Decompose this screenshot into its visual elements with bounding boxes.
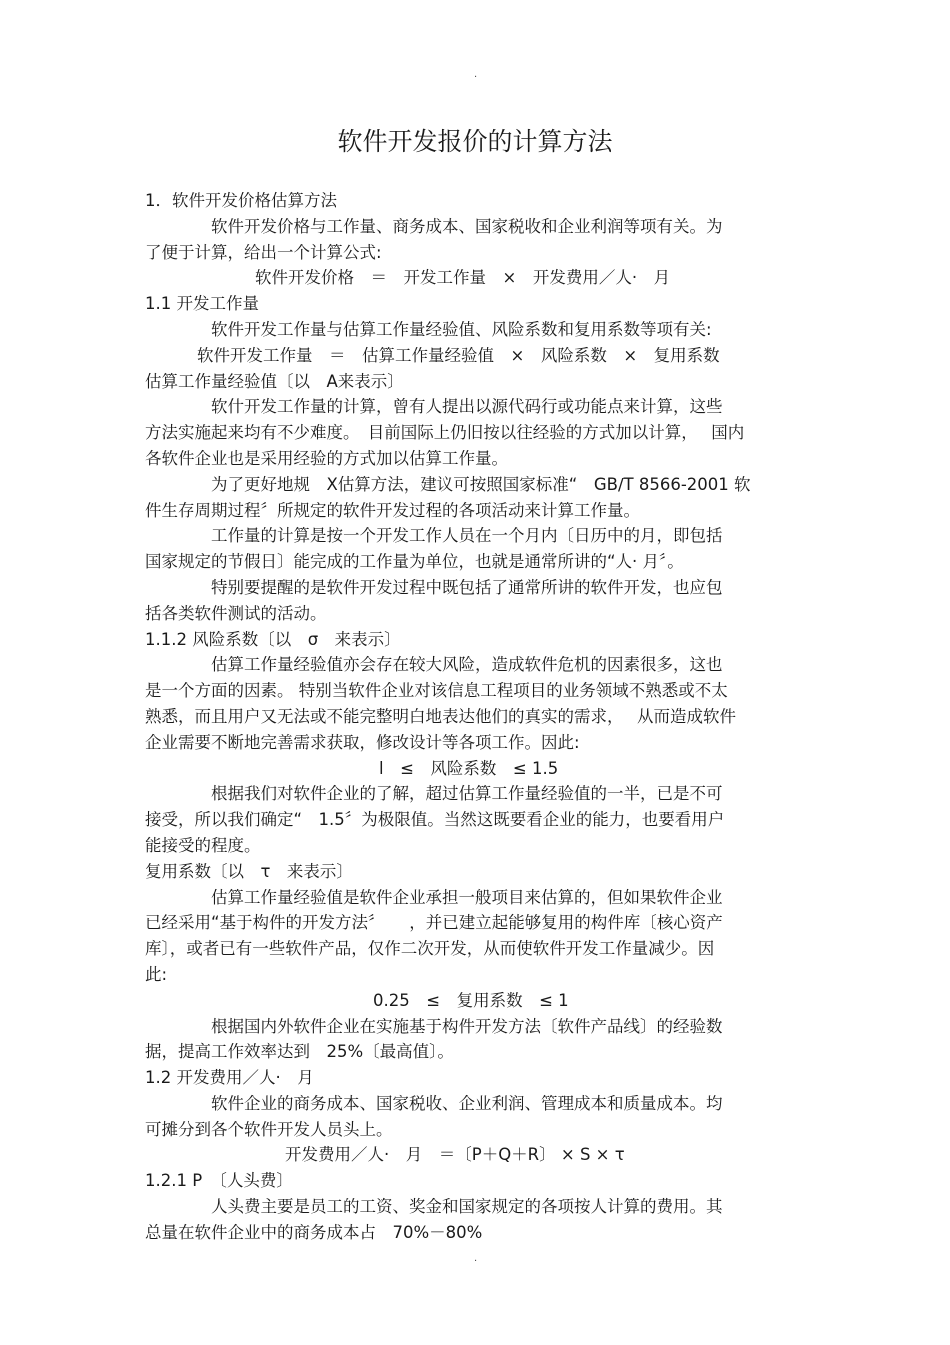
formula-cost: 开发费用／人· 月 ＝〔P＋Q＋R〕 × S × τ	[285, 1145, 625, 1165]
paragraph-line: 软什开发工作量的计算，曾有人提出以源代码行或功能点来计算，这些	[211, 397, 723, 417]
section-heading-1-1-2: 1.1.2 风险系数〔以 σ 来表示〕	[145, 629, 401, 649]
paragraph-line: 为了更好地规 X估算方法，建议可按照国家标准“ GB∕T 8566-2001 软	[211, 474, 751, 494]
paragraph-line: 了便于计算，给出一个计算公式:	[145, 242, 382, 262]
paragraph-line: 软件开发工作量与估算工作量经验值、风险系数和复用系数等项有关:	[211, 319, 712, 339]
paragraph-line: 软件开发价格与工作量、商务成本、国家税收和企业利润等项有关。为	[211, 216, 723, 236]
paragraph-line: 估算工作量经验值是软件企业承担一般项目来估算的，但如果软件企业	[211, 887, 723, 907]
paragraph-line: 可摊分到各个软件开发人员头上。	[145, 1119, 393, 1139]
formula-price: 软件开发价格 ＝ 开发工作量 × 开发费用／人· 月	[255, 268, 671, 288]
section-heading-1: 1．软件开发价格估算方法	[145, 191, 337, 210]
paragraph-line: 国家规定的节假日〕能完成的工作量为单位，也就是通常所讲的“人· 月〞。	[145, 552, 684, 572]
formula-reuse-range: 0.25 ≤ 复用系数 ≤ 1	[373, 990, 569, 1010]
paragraph-line: 此:	[145, 964, 168, 984]
formula-risk-range: l ≤ 风险系数 ≤ 1.5	[379, 758, 559, 778]
paragraph-line: 括各类软件测试的活动。	[145, 603, 327, 623]
paragraph-line: 根据国内外软件企业在实施基于构件开发方法〔软件产品线〕的经验数	[211, 1016, 723, 1036]
section-heading-1-2: 1.2 开发费用／人· 月	[145, 1068, 314, 1088]
paragraph-line: 接受，所以我们确定“ 1.5〞为极限值。当然这既要看企业的能力，也要看用户	[145, 810, 725, 830]
paragraph-line: 总量在软件企业中的商务成本占 70%－80%	[145, 1222, 483, 1242]
formula-workload: 软件开发工作量 ＝ 估算工作量经验值 × 风险系数 × 复用系数	[197, 345, 720, 365]
paragraph-line: 熟悉，而且用户又无法或不能完整明白地表达他们的真实的需求， 从而造成软件	[145, 706, 736, 726]
subheading-estimate: 估算工作量经验值〔以 A来表示〕	[145, 371, 404, 391]
paragraph-line: 件生存周期过程〞所规定的软件开发过程的各项活动来计算工作量。	[145, 500, 640, 520]
bottom-page-marker: .	[474, 1253, 478, 1264]
paragraph-line: 已经采用“基于构件的开发方法〞 ，并已建立起能够复用的构件库〔核心资产	[145, 913, 723, 933]
paragraph-line: 根据我们对软件企业的了解，超过估算工作量经验值的一半，已是不可	[211, 784, 723, 804]
section-heading-1-2-1: 1.2.1 P 〔人头费〕	[145, 1171, 293, 1191]
section-heading-1-1: 1.1 开发工作量	[145, 294, 259, 314]
paragraph-line: 是一个方面的因素。 特别当软件企业对该信息工程项目的业务领域不熟悉或不太	[145, 681, 728, 701]
paragraph-line: 方法实施起来均有不少难度。 目前国际上仍旧按以往经验的方式加以计算， 国内	[145, 423, 745, 443]
document-title: 软件开发报价的计算方法	[337, 127, 613, 156]
paragraph-line: 能接受的程度。	[145, 835, 261, 855]
paragraph-line: 人头费主要是员工的工资、奖金和国家规定的各项按人计算的费用。其	[211, 1197, 723, 1217]
top-page-marker: .	[474, 69, 478, 80]
paragraph-line: 据，提高工作效率达到 25%〔最高值〕。	[145, 1042, 454, 1062]
paragraph-line: 库〕，或者已有一些软件产品，仅作二次开发，从而使软件开发工作量减少。因	[145, 939, 715, 959]
paragraph-line: 估算工作量经验值亦会存在较大风险，造成软件危机的因素很多，这也	[211, 655, 723, 675]
paragraph-line: 软件企业的商务成本、国家税收、企业利润、管理成本和质量成本。均	[211, 1093, 723, 1113]
paragraph-line: 工作量的计算是按一个开发工作人员在一个月内〔日历中的月，即包括	[211, 526, 723, 546]
paragraph-line: 企业需要不断地完善需求获取，修改设计等各项工作。因此:	[145, 732, 580, 752]
document-body	[145, 188, 810, 1246]
paragraph-line: 各软件企业也是采用经验的方式加以估算工作量。	[145, 448, 508, 468]
subheading-reuse: 复用系数〔以 τ 来表示〕	[145, 861, 353, 881]
paragraph-line: 特别要提醒的是软件开发过程中既包括了通常所讲的软件开发，也应包	[211, 577, 723, 597]
